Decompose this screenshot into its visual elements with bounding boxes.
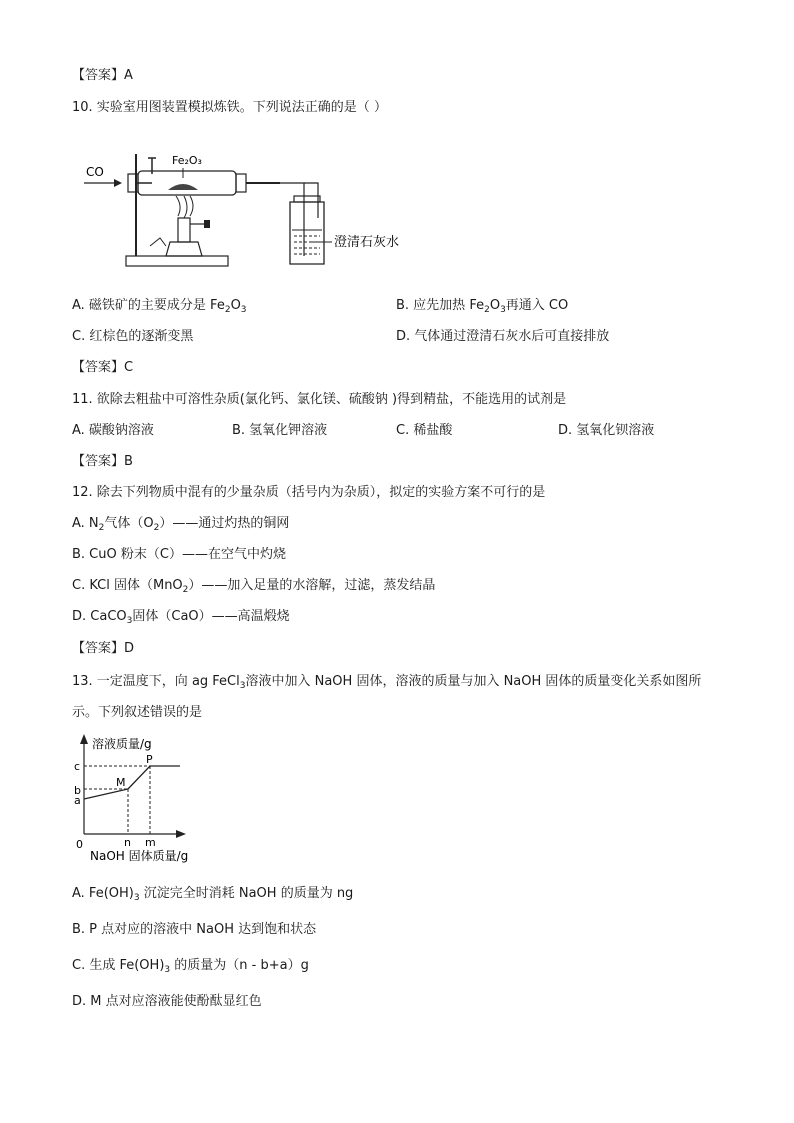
tick-b: b <box>74 784 81 797</box>
tick-a: a <box>74 794 81 807</box>
q12-option-d[interactable]: D. CaCO$_3$固体（CaO）——高温煅烧 <box>72 609 290 626</box>
x-axis-label: NaOH 固体质量/g <box>90 849 189 863</box>
q10-option-d[interactable]: D. 气体通过澄清石灰水后可直接排放 <box>396 329 610 344</box>
mass-curve <box>84 766 180 799</box>
answer-10: 【答案】C <box>72 360 134 375</box>
origin-label: 0 <box>76 838 83 851</box>
q11-option-c[interactable]: C. 稀盐酸 <box>396 423 453 438</box>
fe2o3-label: Fe₂O₃ <box>172 154 202 167</box>
q11-option-d[interactable]: D. 氢氧化钡溶液 <box>558 423 655 438</box>
tick-n: n <box>124 836 131 849</box>
answer-12: 【答案】D <box>72 641 135 656</box>
q11-option-a[interactable]: A. 碳酸钠溶液 <box>72 423 154 438</box>
point-p-label: P <box>146 753 153 766</box>
point-m-label: M <box>116 776 126 789</box>
answer-11: 【答案】B <box>72 454 133 469</box>
tick-c: c <box>74 760 81 773</box>
question-13-stem-line1: 13. 一定温度下，向 ag FeCl$_3$溶液中加入 NaOH 固体，溶液的质量与加入 NaOH 固体的质量变化关系如图所 <box>72 674 702 691</box>
q13-option-c[interactable]: C. 生成 $Fe(OH)_3$ 的质量为（n - b+a）g <box>72 958 309 975</box>
q12-option-c[interactable]: C. KCl 固体（MnO$_2$）——加入足量的水溶解，过滤，蒸发结晶 <box>72 578 436 595</box>
q11-option-b[interactable]: B. 氢氧化钾溶液 <box>232 423 328 438</box>
answer-9: 【答案】A <box>72 68 133 83</box>
y-axis-label: 溶液质量/g <box>92 737 152 751</box>
question-12-stem: 12. 除去下列物质中混有的少量杂质（括号内为杂质），拟定的实验方案不可行的是 <box>72 485 546 500</box>
co-label: CO <box>86 165 104 179</box>
question-11-stem: 11. 欲除去粗盐中可溶性杂质(氯化钙、氯化镁、硫酸钠 )得到精盐，不能选用的试剂是 <box>72 392 567 407</box>
question-13-stem-line2: 示。下列叙述错误的是 <box>72 705 203 720</box>
tick-m: m <box>145 836 156 849</box>
q10-option-c[interactable]: C. 红棕色的逐渐变黑 <box>72 329 194 344</box>
q13-option-a[interactable]: A. $Fe(OH)_3$ 沉淀完全时消耗 NaOH 的质量为 ng <box>72 886 354 903</box>
q10-option-b[interactable]: B. 应先加热 $Fe_2O_3$再通入 CO <box>396 298 569 315</box>
q13-option-d[interactable]: D. M 点对应溶液能使酚酞显红色 <box>72 994 262 1009</box>
ironmaking-apparatus-figure <box>80 138 420 270</box>
q10-option-a[interactable]: A. 磁铁矿的主要成分是 $Fe_2O_3$ <box>72 298 247 315</box>
limewater-label: 澄清石灰水 <box>334 235 400 250</box>
solution-mass-graph <box>68 732 228 864</box>
q12-option-b[interactable]: B. CuO 粉末（C）——在空气中灼烧 <box>72 547 286 562</box>
question-10-stem: 10. 实验室用图装置模拟炼铁。下列说法正确的是（ ） <box>72 100 387 115</box>
q12-option-a[interactable]: A. $N_2$气体$(O_2)——$通过灼热的铜网 <box>72 516 290 533</box>
q13-option-b[interactable]: B. P 点对应的溶液中 NaOH 达到饱和状态 <box>72 922 317 937</box>
